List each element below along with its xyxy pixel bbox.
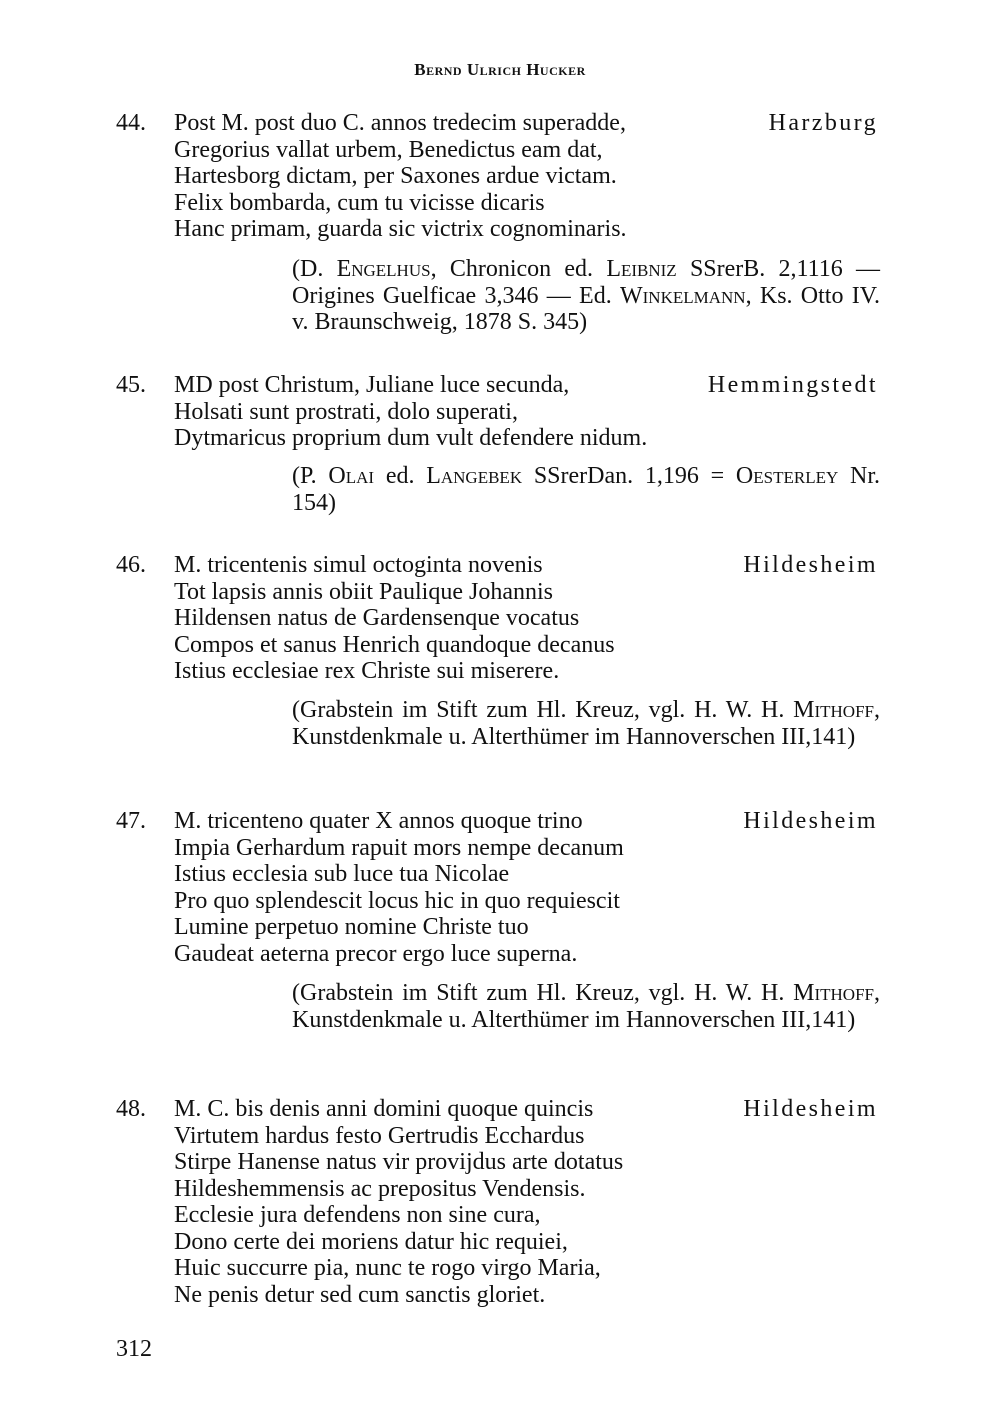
- entry-place: Hildesheim: [743, 1096, 878, 1122]
- verse-line: M. tricentenis simul octoginta novenis: [174, 552, 543, 578]
- verse-line: Virtutem hardus festo Gertrudis Ecchardus: [174, 1122, 585, 1149]
- entry-number: 48.: [116, 1096, 146, 1122]
- author-name: Mithoff: [793, 697, 874, 723]
- verse-line: Ne penis detur sed cum sanctis gloriet.: [174, 1281, 546, 1308]
- citation-text: Nr. 154): [292, 463, 880, 516]
- verse-block: [174, 1096, 714, 1308]
- running-header: Bernd Ulrich Hucker: [414, 60, 586, 79]
- citation-44: [292, 256, 880, 336]
- verse-line: Dono certe dei moriens datur hic requiei,: [174, 1228, 568, 1255]
- citation-46: [292, 697, 880, 750]
- verse-line: Hildeshemmensis ac prepositus Vendensis.: [174, 1175, 586, 1202]
- citation-text: SSrerDan. 1,196 =: [522, 463, 736, 489]
- verse-line: Gaudeat aeterna precor ergo luce superna.: [174, 940, 578, 967]
- verse-line: Dytmaricus proprium dum vult defendere nidum.: [174, 425, 648, 451]
- verse-line: Istius ecclesiae rex Christe sui miserere.: [174, 658, 560, 684]
- citation-text: (Grabstein im Stift zum Hl. Kreuz, vgl. H. W. H.: [292, 980, 794, 1006]
- author-name: Leibniz: [606, 256, 677, 282]
- verse-block: [174, 808, 714, 967]
- entry-place: Hildesheim: [743, 552, 878, 578]
- verse-line: MD post Christum, Juliane luce secunda,: [174, 372, 570, 398]
- verse-block: [174, 110, 714, 243]
- verse-line: Hartesborg dictam, per Saxones ardue victam.: [174, 163, 617, 189]
- citation-47: [292, 980, 880, 1033]
- author-name: Mithoff: [793, 980, 874, 1006]
- verse-line: M. tricenteno quater X annos quoque trino: [174, 808, 583, 834]
- entry-number: 45.: [116, 372, 146, 398]
- entry-number: 44.: [116, 110, 146, 136]
- author-name: Winkelmann: [619, 282, 746, 309]
- entry-place: Harzburg: [768, 110, 878, 136]
- citation-text: (D.: [292, 256, 337, 282]
- verse-line: Lumine perpetuo nomine Christe tuo: [174, 914, 529, 940]
- verse-line: Gregorius vallat urbem, Benedictus eam dat,: [174, 136, 603, 163]
- citation-text: ed.: [374, 463, 427, 489]
- verse-line: M. C. bis denis anni domini quoque quincis: [174, 1096, 594, 1122]
- verse-line: Impia Gerhardum rapuit mors nempe decanum: [174, 834, 624, 861]
- verse-block: [174, 372, 714, 452]
- verse-line: Tot lapsis annis obiit Paulique Johannis: [174, 578, 553, 605]
- verse-line: Hildensen natus de Gardensenque vocatus: [174, 605, 580, 631]
- verse-block: [174, 552, 714, 685]
- verse-line: Huic succurre pia, nunc te rogo virgo Maria,: [174, 1255, 601, 1281]
- verse-line: Hanc primam, guarda sic victrix cognominaris.: [174, 216, 627, 242]
- entry-number: 46.: [116, 552, 146, 578]
- verse-line: Ecclesie jura defendens non sine cura,: [174, 1202, 541, 1228]
- citation-text: (P.: [292, 463, 329, 489]
- citation-text: (Grabstein im Stift zum Hl. Kreuz, vgl. H. W. H.: [292, 697, 794, 723]
- citation-text: , Kunstdenkmale u. Alterthümer im Hannoverschen III,141): [292, 980, 880, 1033]
- citation-text: SSrerB. 2,1116 — Origines Guelficae 3,346 — Ed.: [292, 256, 880, 309]
- citation-text: , Ks. Otto IV. v. Braunschweig, 1878 S. 345): [292, 282, 880, 335]
- author-name: Engelhus: [336, 256, 431, 282]
- entry-place: Hildesheim: [743, 808, 878, 834]
- citation-text: , Chronicon ed.: [430, 256, 607, 282]
- verse-line: Pro quo splendescit locus hic in quo requiescit: [174, 887, 620, 914]
- author-name: Olai: [328, 463, 375, 489]
- verse-line: Post M. post duo C. annos tredecim superadde,: [174, 110, 626, 136]
- citation-45: [292, 463, 880, 516]
- verse-line: Holsati sunt prostrati, dolo superati,: [174, 398, 518, 425]
- entry-number: 47.: [116, 808, 146, 834]
- citation-text: , Kunstdenkmale u. Alterthümer im Hannoverschen III,141): [292, 697, 880, 750]
- verse-line: Compos et sanus Henrich quandoque decanus: [174, 631, 615, 658]
- verse-line: Istius ecclesia sub luce tua Nicolae: [174, 861, 510, 887]
- verse-line: Felix bombarda, cum tu vicisse dicaris: [174, 189, 545, 216]
- author-name: Oesterley: [735, 463, 839, 489]
- page-number: 312: [116, 1336, 152, 1362]
- author-name: Langebek: [426, 463, 523, 489]
- verse-line: Stirpe Hanense natus vir provijdus arte dotatus: [174, 1149, 624, 1175]
- entry-place: Hemmingstedt: [707, 372, 878, 398]
